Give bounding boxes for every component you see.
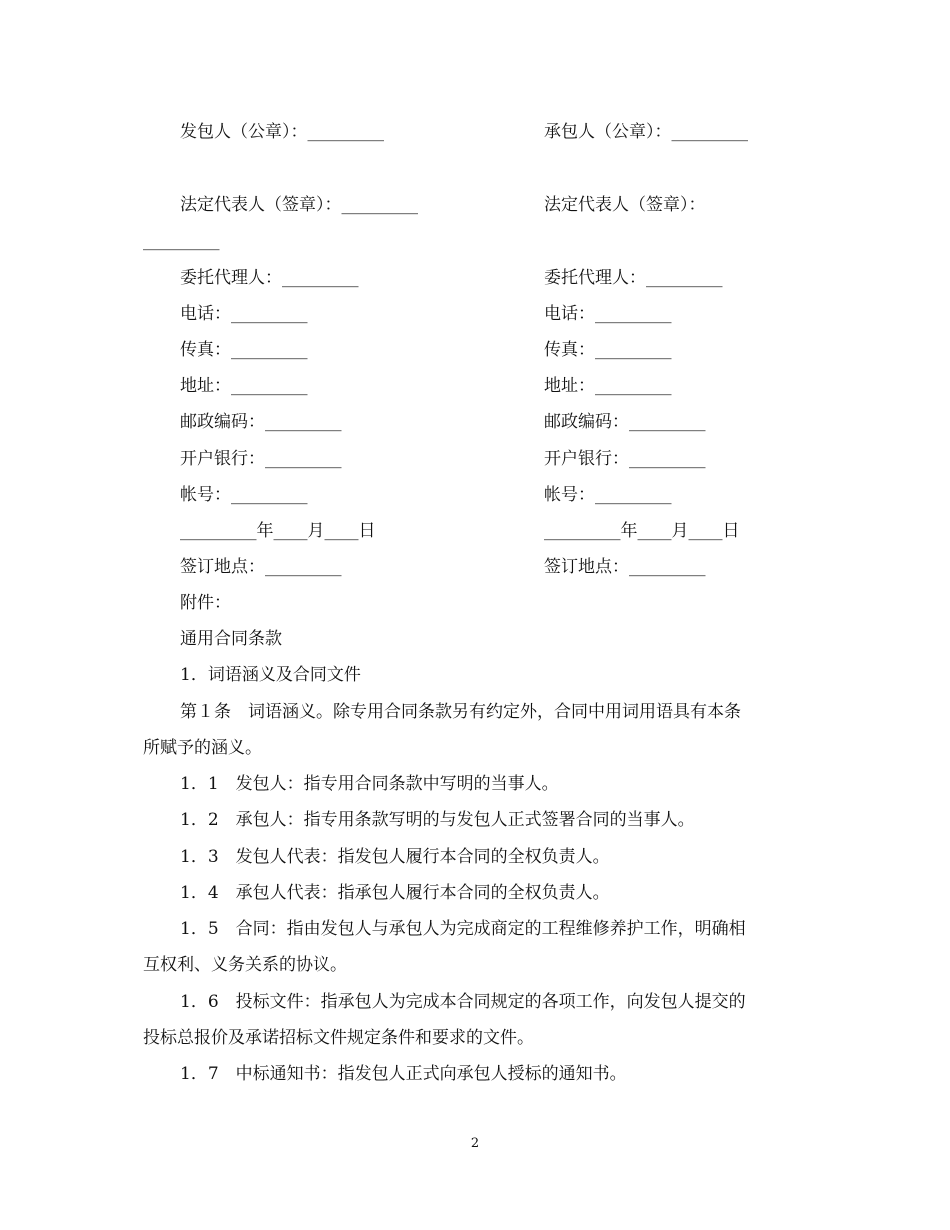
employer-seal-line: 发包人（公章）：_________ (180, 122, 384, 142)
section-1-title: 1．词语涵义及合同文件 (180, 665, 361, 685)
contractor-postcode-line: 邮政编码：_________ (544, 412, 706, 432)
item-1-5-line-2: 互权利、义务关系的协议。 (143, 955, 347, 975)
item-1-1: 1．1 发包人：指专用合同条款中写明的当事人。 (180, 774, 559, 794)
contractor-phone-line: 电话：_________ (544, 304, 672, 324)
employer-postcode-line: 邮政编码：_________ (180, 412, 342, 432)
contractor-agent-line: 委托代理人：_________ (544, 268, 723, 288)
employer-bank-line: 开户银行：_________ (180, 449, 342, 469)
contractor-date-line: _________年____月____日 (544, 521, 740, 541)
employer-fax-line: 传真：_________ (180, 340, 308, 360)
item-1-7: 1．7 中标通知书：指发包人正式向承包人授标的通知书。 (180, 1064, 627, 1084)
employer-agent-line: 委托代理人：_________ (180, 268, 359, 288)
contractor-legal-rep-line: 法定代表人（签章）： (544, 195, 706, 215)
item-1-2: 1．2 承包人：指专用条款写明的与发包人正式签署合同的当事人。 (180, 810, 695, 830)
contractor-legal-rep-blank: _________ (143, 231, 220, 251)
employer-account-line: 帐号：_________ (180, 485, 308, 505)
attachment-label: 附件： (180, 593, 231, 613)
page-number: 2 (470, 1136, 480, 1151)
item-1-6-line-1: 1．6 投标文件：指承包人为完成本合同规定的各项工作，向发包人提交的 (180, 992, 746, 1012)
contractor-seal-line: 承包人（公章）：_________ (544, 122, 748, 142)
contractor-bank-line: 开户银行：_________ (544, 449, 706, 469)
contractor-sign-place-line: 签订地点：_________ (544, 557, 706, 577)
general-terms-heading: 通用合同条款 (180, 629, 282, 649)
item-1-4: 1．4 承包人代表：指承包人履行本合同的全权负责人。 (180, 883, 610, 903)
contractor-fax-line: 传真：_________ (544, 340, 672, 360)
item-1-6-line-2: 投标总报价及承诺招标文件规定条件和要求的文件。 (143, 1028, 534, 1048)
employer-phone-line: 电话：_________ (180, 304, 308, 324)
article-1-line-1: 第１条 词语涵义。除专用合同条款另有约定外，合同中用词用语具有本条 (180, 702, 741, 722)
contractor-account-line: 帐号：_________ (544, 485, 672, 505)
item-1-5-line-1: 1．5 合同：指由发包人与承包人为完成商定的工程维修养护工作，明确相 (180, 919, 746, 939)
employer-address-line: 地址：_________ (180, 376, 308, 396)
article-1-line-2: 所赋予的涵义。 (143, 738, 262, 758)
employer-date-line: _________年____月____日 (180, 521, 376, 541)
employer-legal-rep-line: 法定代表人（签章）：_________ (180, 195, 418, 215)
contractor-address-line: 地址：_________ (544, 376, 672, 396)
item-1-3: 1．3 发包人代表：指发包人履行本合同的全权负责人。 (180, 847, 610, 867)
employer-sign-place-line: 签订地点：_________ (180, 557, 342, 577)
